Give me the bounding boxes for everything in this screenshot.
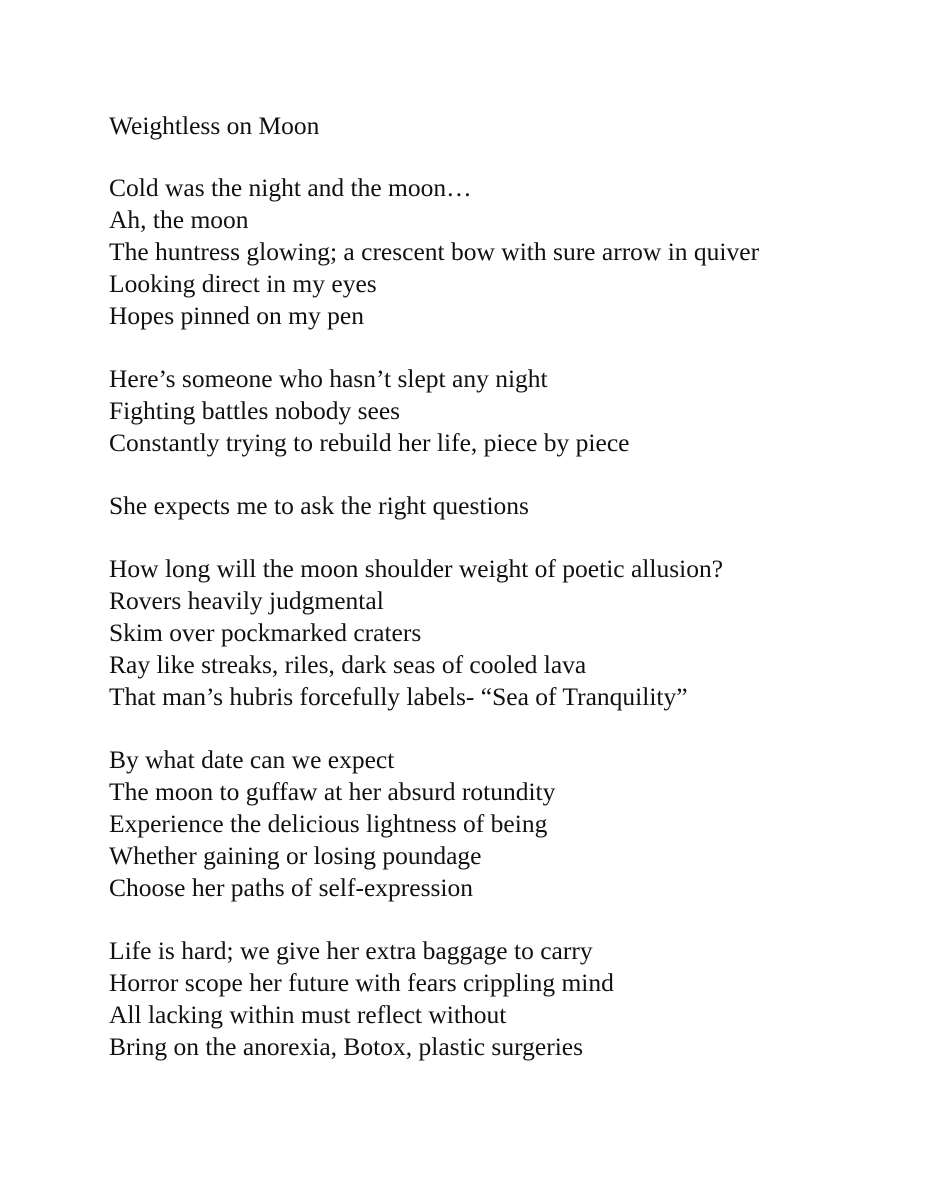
poem-line: The huntress glowing; a crescent bow with sure arrow in quiver <box>109 237 760 266</box>
poem-line: All lacking within must reflect without <box>109 1000 507 1029</box>
poem-title: Weightless on Moon <box>109 111 320 140</box>
poem-line: Whether gaining or losing poundage <box>109 841 482 870</box>
poem-line: Life is hard; we give her extra baggage to carry <box>109 936 593 965</box>
stanza <box>109 744 909 904</box>
poem-line: The moon to guffaw at her absurd rotundity <box>109 777 556 806</box>
poem-line: Cold was the night and the moon… <box>109 173 472 202</box>
stanza <box>109 553 909 713</box>
stanza <box>109 172 909 332</box>
poem-line: Bring on the anorexia, Botox, plastic surgeries <box>109 1032 584 1061</box>
poem-line: Fighting battles nobody sees <box>109 396 401 425</box>
stanza <box>109 490 909 522</box>
poem-line: By what date can we expect <box>109 745 395 774</box>
poem-line: She expects me to ask the right questions <box>109 491 529 520</box>
poem-line: That man’s hubris forcefully labels- “Sea of Tranquility” <box>109 682 688 711</box>
poem-line: Hopes pinned on my pen <box>109 301 364 330</box>
poem-line: Ray like streaks, riles, dark seas of cooled lava <box>109 650 587 679</box>
poem-line: Horror scope her future with fears crippling mind <box>109 968 614 997</box>
poem-line: Looking direct in my eyes <box>109 269 377 298</box>
poem-line: Here’s someone who hasn’t slept any night <box>109 364 548 393</box>
poem-line: Choose her paths of self-expression <box>109 873 473 902</box>
stanza <box>109 935 909 1063</box>
poem-line: Ah, the moon <box>109 205 249 234</box>
stanza <box>109 363 909 459</box>
poem-line: Skim over pockmarked craters <box>109 618 422 647</box>
poem-line: Rovers heavily judgmental <box>109 586 384 615</box>
poem-page <box>109 110 909 1094</box>
poem-line: How long will the moon shoulder weight of poetic allusion? <box>109 554 724 583</box>
poem-line: Constantly trying to rebuild her life, piece by piece <box>109 428 630 457</box>
poem-line: Experience the delicious lightness of being <box>109 809 548 838</box>
